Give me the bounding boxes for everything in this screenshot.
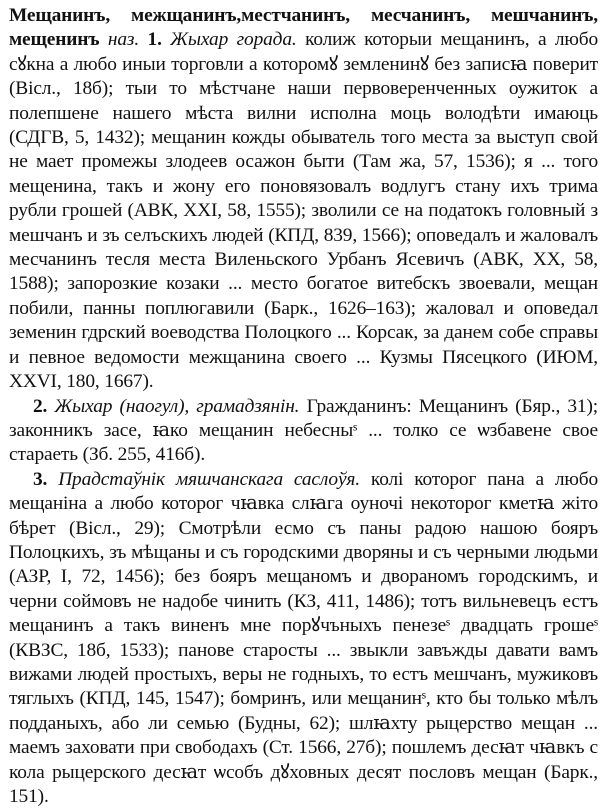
sense-number: 2. <box>33 395 48 417</box>
dictionary-entry <box>9 4 598 395</box>
sense-gloss: Жыхар (наогул), грамадзянін. <box>54 395 300 417</box>
dictionary-sense <box>9 395 598 468</box>
sense-citations: колиж которыи мещанинъ, а любо сꙋкна а любо иныи торговли а которомꙋ землeнинꙋ без записꙗ поверит (Вісл., 18б); тыи то мѣстчане наши первоверенченных оужиток а полепшене нашего мѣста вилни исполна моць володѣти имаюць (СДГВ, 5, 1432); мещанин кожды обыватель того места за выступ свой не мает промежы злодеев осажон быти (Там жа, 57, 1536); я ... того мещенина, такъ и жону его поновязовалъ водлугъ стану ихъ трима рубли грошей (АВК, XXI, 58, 1555); зволили се на податокъ головный з мешчанъ и зъ селъскихъ людей (КПД, 839, 1566); оповедалъ и жаловалъ месчанинъ тесля места Виленьского Урбанъ Ясевичъ (АВК, XX, 58, 1588); запорозкие козаки ... место богатое витебскъ звоевали, мещан побили, панны поплюгавили (Барк., 1626–163); жаловал и оповедал земенин гдрский воеводства Полоцкого ... Корсак, за данем собе справы и певное ведомости межщанина своего ... Кузмы Пясецкого (ИЮМ, XXVI, 180, 1667). <box>9 29 599 393</box>
sense-number: 3. <box>33 468 48 490</box>
sense-gloss: Жыхар горада. <box>170 29 297 51</box>
sense-gloss: Прадстаўнік мяшчанскага саслоўя. <box>58 468 360 490</box>
sense-citations: Гражданинъ: Мещанинъ (Бяр., 31); законникъ засе, ꙗко мещанин небесныˢ ... толко се ѡзбавене свое стараеть (Зб. 255, 416б). <box>9 395 599 466</box>
sense-citations: колі которог пана а любо мещанiна а любо которог чꙗвка слꙗга оуночі некоторог кметꙗ жіто бѣрет (Вісл., 29); Смотрѣли есмо съ паны радою нашою бояръ Полоцкихъ, зъ мѣщаны и съ городскими дворяны и съ черными людьми (АЗР, I, 72, 1456); без бояръ мещаномъ и двораномъ городскимъ, и черни соймовъ не надобе чинить (КЗ, 411, 1486); тотъ вильневецъ естъ мещанинъ а такъ виненъ мне порꙋчъныхъ пенезеˢ двадцать грошеˢ (КВЗС, 18б, 1533); панове старосты ... звыкли завъжды давати вамъ вижами людей простыхъ, веры не годныхъ, то естъ мешчанъ, мужиковъ тяглыхъ (КПД, 145, 1547); бомринъ, или мещанинˢ, кто бы только мѣлъ подданыхъ, або ли семью (Будны, 62); шлꙗхту рыцерство мещан ... маемъ заховати при свободахъ (Ст. 1566, 27б); пошлемъ десꙗт чꙗвкъ с кола рыцерского десꙗт ѡсобъ дꙋховных десят пословъ мещан (Барк., 151). <box>9 468 599 807</box>
entry-headword: Мещанинъ, межщанинъ,местчанинъ, месчанинъ, мешчанинъ, мещенинъ <box>9 5 598 51</box>
dictionary-sense <box>9 468 598 810</box>
sense-number: 1. <box>147 29 162 51</box>
part-of-speech: наз. <box>107 29 140 51</box>
